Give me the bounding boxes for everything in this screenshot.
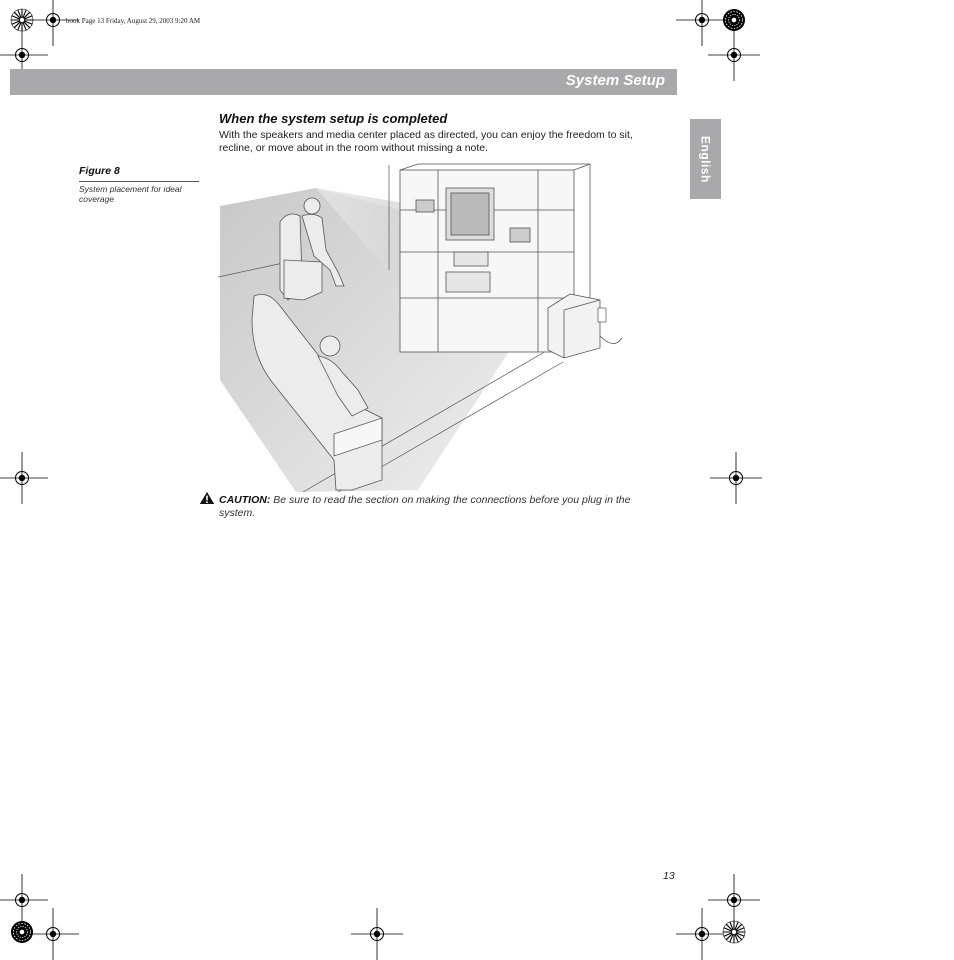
figure-caption: System placement for ideal coverage (79, 184, 182, 204)
figure-divider (79, 181, 199, 182)
caution-text: Be sure to read the section on making the connections before you plug in the system. (219, 494, 631, 519)
section-header-bar (10, 69, 677, 95)
section-body: With the speakers and media center placed as directed, you can enjoy the freedom to sit, recline, or move about in the room without missing a note. (219, 129, 633, 154)
registration-mark-icon (0, 452, 48, 504)
print-slug: book Page 13 Friday, August 29, 2003 9:20 AM (66, 17, 201, 25)
radial-target-icon (722, 920, 746, 944)
caution-notice (219, 494, 669, 520)
registration-mark-icon (710, 452, 762, 504)
page-title: System Setup (565, 72, 665, 89)
registration-mark-icon (351, 908, 403, 960)
registration-mark-icon (708, 874, 760, 926)
registration-mark-icon (27, 908, 79, 960)
language-tab (690, 119, 721, 199)
page-number: 13 (663, 870, 675, 882)
section-heading: When the system setup is completed (219, 111, 448, 126)
registration-mark-icon (708, 29, 760, 81)
caution-label: CAUTION: (219, 494, 271, 506)
language-tab-label: English (698, 135, 713, 183)
figure-label: Figure 8 (79, 165, 120, 177)
system-placement-illustration (218, 160, 622, 492)
warning-triangle-icon (199, 491, 215, 505)
